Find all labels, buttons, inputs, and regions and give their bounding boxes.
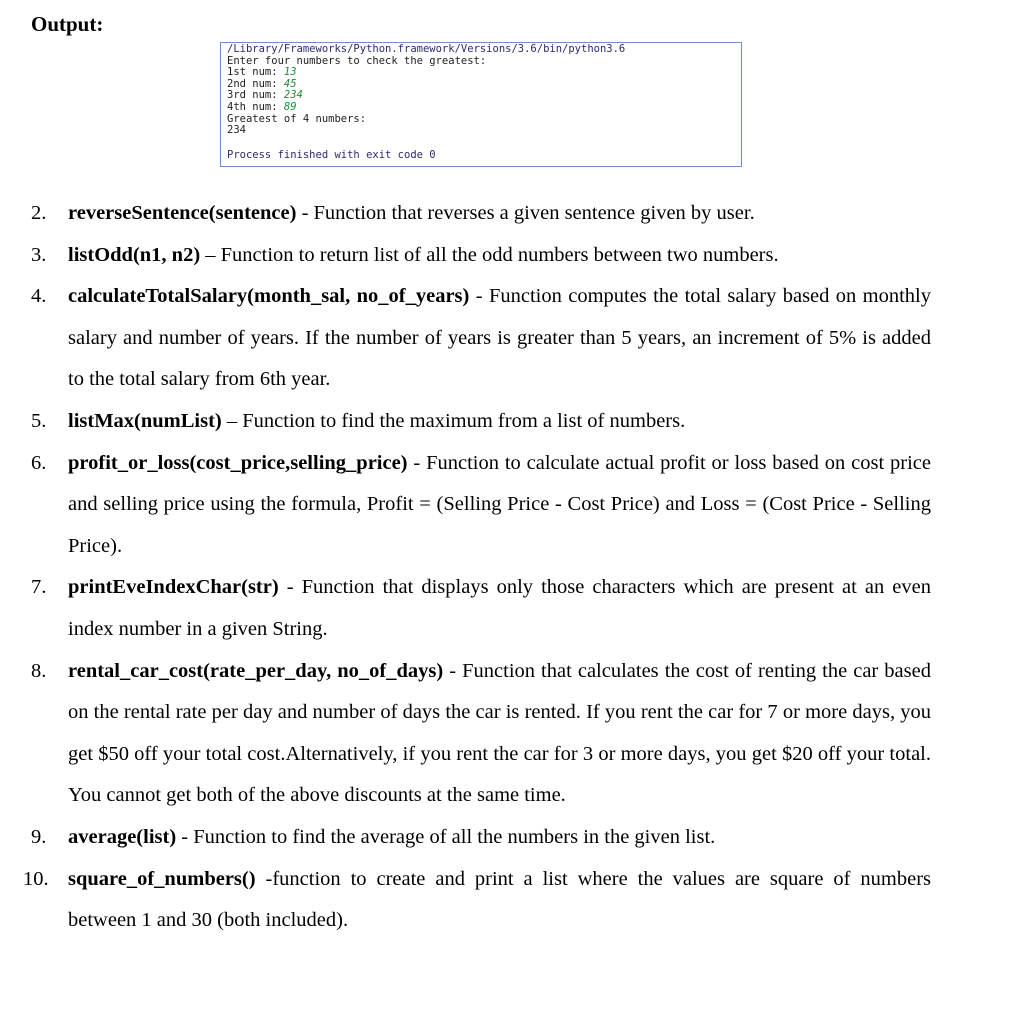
console-input-line-1 — [227, 67, 741, 79]
function-signature: reverseSentence(sentence) — [68, 202, 297, 224]
function-signature: profit_or_loss(cost_price,selling_price) — [68, 451, 408, 474]
console-input-line-4 — [227, 102, 741, 114]
list-item — [0, 193, 1024, 235]
list-item-number: 7. — [31, 576, 47, 599]
console-result-value: 234 — [227, 124, 246, 137]
list-item-number: 4. — [31, 285, 47, 308]
list-item — [0, 817, 1024, 859]
list-item — [0, 567, 1024, 650]
list-item — [0, 651, 1024, 817]
list-item — [0, 276, 1024, 401]
console-input-value: 89 — [283, 100, 297, 113]
list-item-number: 3. — [31, 243, 47, 266]
list-item-text — [68, 193, 931, 235]
output-heading: Output: — [31, 12, 104, 36]
console-input-label: 2nd num: — [227, 77, 284, 90]
console-input-label: 3rd num: — [227, 89, 284, 102]
function-description: - Function that calculates the cost of renting the car based on the rental rate per day and number of days the car is rented. If you rent the car for 7 or more days, you get $50 off your total cost.Alternatively, if you rent the car for 3 or more days, you get $20 off your total. You cannot get both of the above discounts at the same time. — [68, 659, 931, 807]
console-input-line-2 — [227, 79, 741, 91]
list-item-text — [68, 235, 931, 277]
console-input-value: 13 — [283, 66, 297, 79]
console-input-line-3 — [227, 90, 741, 102]
list-item-text — [68, 651, 931, 817]
console-interpreter-path: /Library/Frameworks/Python.framework/Versions/3.6/bin/python3.6 — [227, 43, 626, 55]
console-input-value: 234 — [283, 89, 303, 102]
function-description: – Function to return list of all the odd numbers between two numbers. — [200, 243, 779, 266]
function-description: - Function that displays only those characters which are present at an even index number in a given String. — [68, 576, 931, 640]
list-item-text — [68, 401, 931, 443]
task-list — [0, 193, 1024, 942]
list-item — [0, 401, 1024, 443]
list-item-number: 8. — [31, 659, 47, 682]
console-spacer — [227, 137, 741, 150]
list-item-text — [68, 443, 931, 568]
console-input-label: 1st num: — [227, 66, 284, 79]
list-item-number: 5. — [31, 409, 47, 432]
console-result-label: Greatest of 4 numbers: — [227, 112, 367, 125]
list-item — [0, 443, 1024, 568]
console-exit-message: Process finished with exit code 0 — [227, 148, 436, 161]
list-item-text — [68, 817, 931, 859]
console-input-label: 4th num: — [227, 100, 284, 113]
list-item-number: 2. — [31, 202, 47, 224]
function-description: -function to create and print a list where the values are square of numbers between 1 and 30 (both included). — [68, 867, 931, 932]
function-description: – Function to find the maximum from a list of numbers. — [221, 409, 686, 432]
function-description: - Function to find the average of all the numbers in the given list. — [176, 825, 716, 848]
function-description: - Function computes the total salary based on monthly salary and number of years. If the number of years is greater than 5 years, an increment of 5% is added to the total salary from 6th year. — [68, 285, 931, 391]
function-signature: rental_car_cost(rate_per_day, no_of_days) — [68, 659, 444, 682]
function-signature: square_of_numbers() — [68, 867, 256, 890]
function-description: - Function to calculate actual profit or loss based on cost price and selling price using the formula, Profit = (Selling Price - Cost Price) and Loss = (Cost Price - Selling Price). — [68, 451, 931, 557]
list-item-number: 9. — [31, 825, 47, 848]
function-signature: listOdd(n1, n2) — [68, 243, 201, 266]
function-signature: printEveIndexChar(str) — [68, 576, 279, 599]
console-prompt: Enter four numbers to check the greatest: — [227, 54, 487, 67]
function-signature: listMax(numList) — [68, 409, 222, 432]
console-output-panel — [220, 42, 742, 167]
list-item — [0, 859, 1024, 942]
function-signature: calculateTotalSalary(month_sal, no_of_years) — [68, 285, 470, 308]
function-description: - Function that reverses a given sentence given by user. — [296, 202, 755, 224]
console-input-value: 45 — [283, 77, 297, 90]
list-item-number: 10. — [23, 867, 49, 890]
function-signature: average(list) — [68, 825, 177, 848]
list-item — [0, 235, 1024, 277]
list-item-text — [68, 276, 931, 401]
list-item-text — [68, 567, 931, 650]
list-item-number: 6. — [31, 451, 47, 474]
list-item-text — [68, 859, 931, 942]
